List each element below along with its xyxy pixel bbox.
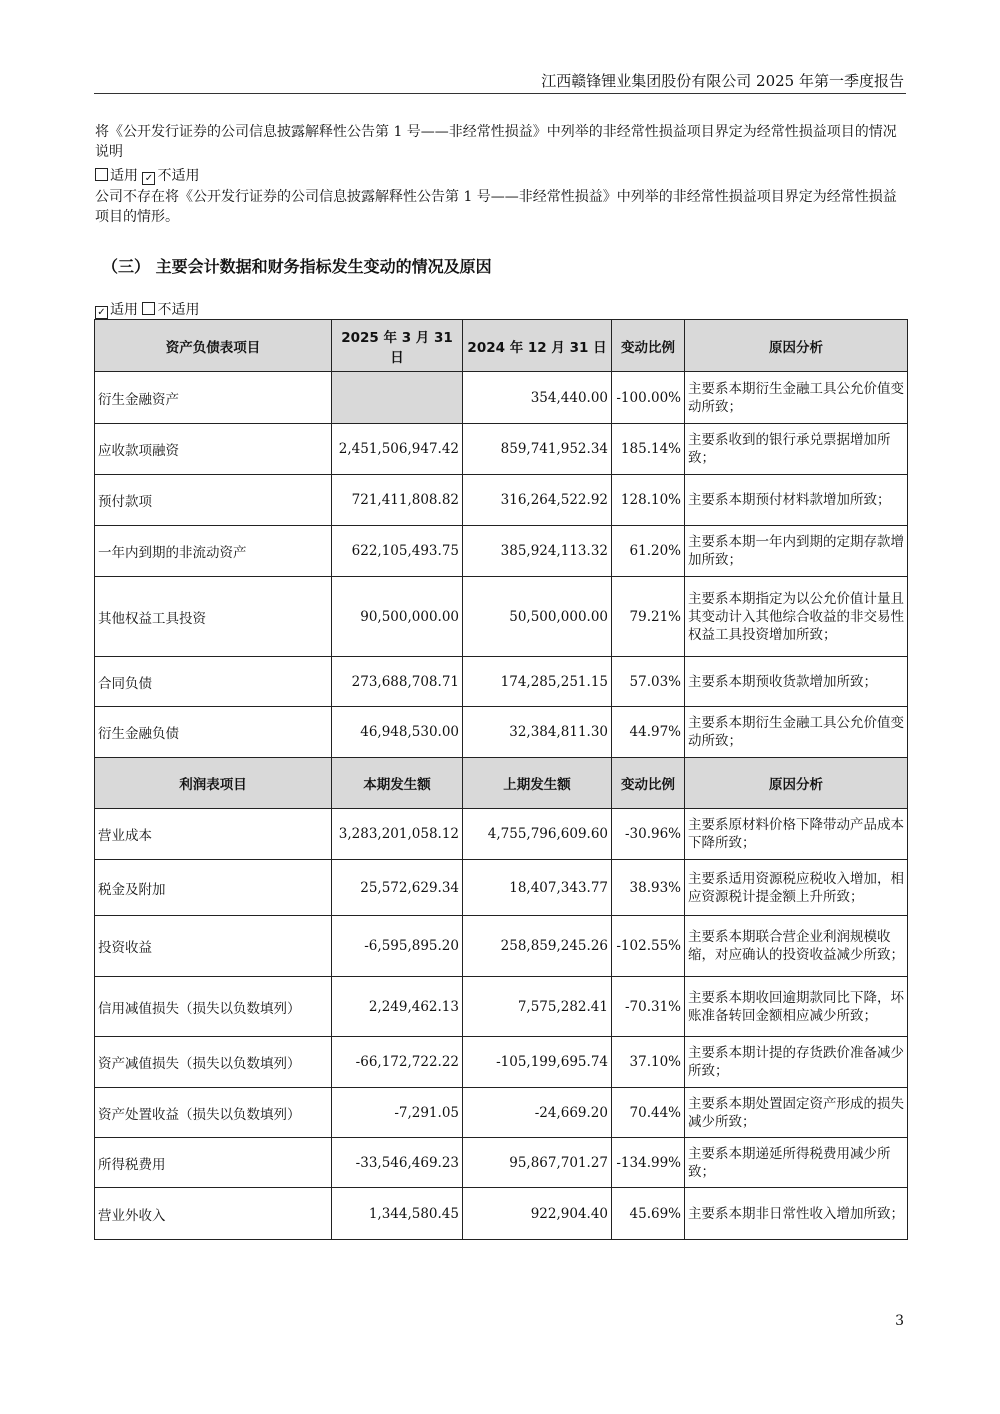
table-row <box>95 424 908 475</box>
row-change-ratio: -100.00% <box>612 372 685 424</box>
table-row <box>95 860 908 916</box>
checkbox-not-applicable-2 <box>142 302 155 315</box>
table-header-row <box>95 758 908 809</box>
row-reason: 主要系本期预收货款增加所致； <box>685 657 908 707</box>
row-previous-value: 859,741,952.34 <box>463 424 612 475</box>
row-previous-value: 7,575,282.41 <box>463 977 612 1037</box>
column-header: 资产负债表项目 <box>95 320 332 372</box>
section-heading: （三） 主要会计数据和财务指标发生变动的情况及原因 <box>102 257 492 276</box>
row-current-value: 46,948,530.00 <box>332 707 463 758</box>
row-change-ratio: 38.93% <box>612 860 685 916</box>
row-reason: 主要系本期衍生金融工具公允价值变动所致； <box>685 707 908 758</box>
row-reason: 主要系本期收回逾期款同比下降，坏账准备转回金额相应减少所致； <box>685 977 908 1037</box>
row-change-ratio: -134.99% <box>612 1138 685 1188</box>
row-change-ratio: 70.44% <box>612 1088 685 1138</box>
row-reason: 主要系本期处置固定资产形成的损失减少所致； <box>685 1088 908 1138</box>
table-row <box>95 372 908 424</box>
row-previous-value: -105,199,695.74 <box>463 1037 612 1088</box>
row-reason: 主要系本期预付材料款增加所致； <box>685 475 908 526</box>
column-header: 上期发生额 <box>463 758 612 809</box>
row-item-name: 所得税费用 <box>95 1138 332 1188</box>
row-previous-value: 32,384,811.30 <box>463 707 612 758</box>
row-change-ratio: 61.20% <box>612 526 685 577</box>
checkbox-applicable-2: ✓ <box>95 306 108 319</box>
row-change-ratio: -102.55% <box>612 916 685 977</box>
table-row <box>95 1037 908 1088</box>
intro-paragraph-2: 公司不存在将《公开发行证券的公司信息披露解释性公告第 1 号——非经常性损益》中列举的非经常性损益项目界定为经常性损益项目的情形。 <box>95 189 897 225</box>
row-reason: 主要系本期衍生金融工具公允价值变动所致； <box>685 372 908 424</box>
row-previous-value: 95,867,701.27 <box>463 1138 612 1188</box>
column-header: 2025 年 3 月 31 日 <box>332 320 463 372</box>
table-row <box>95 977 908 1037</box>
row-item-name: 应收款项融资 <box>95 424 332 475</box>
table-header-row <box>95 320 908 372</box>
column-header: 本期发生额 <box>332 758 463 809</box>
table-row <box>95 1188 908 1240</box>
row-item-name: 营业外收入 <box>95 1188 332 1240</box>
table-row <box>95 526 908 577</box>
row-current-value: -7,291.05 <box>332 1088 463 1138</box>
page-number: 3 <box>895 1313 904 1329</box>
table-row <box>95 707 908 758</box>
row-current-value: -6,595,895.20 <box>332 916 463 977</box>
row-reason: 主要系收到的银行承兑票据增加所致； <box>685 424 908 475</box>
row-change-ratio: 37.10% <box>612 1037 685 1088</box>
row-current-value: -33,546,469.23 <box>332 1138 463 1188</box>
row-change-ratio: 45.69% <box>612 1188 685 1240</box>
header-divider <box>94 93 906 94</box>
row-item-name: 其他权益工具投资 <box>95 577 332 657</box>
table-row <box>95 809 908 860</box>
applicability-choice-2 <box>95 300 199 320</box>
row-current-value: 273,688,708.71 <box>332 657 463 707</box>
row-change-ratio: 128.10% <box>612 475 685 526</box>
row-item-name: 资产减值损失（损失以负数填列） <box>95 1037 332 1088</box>
row-previous-value: 354,440.00 <box>463 372 612 424</box>
row-reason: 主要系本期指定为以公允价值计量且其变动计入其他综合收益的非交易性权益工具投资增加所致； <box>685 577 908 657</box>
row-previous-value: 50,500,000.00 <box>463 577 612 657</box>
column-header: 利润表项目 <box>95 758 332 809</box>
row-change-ratio: -70.31% <box>612 977 685 1037</box>
row-previous-value: 316,264,522.92 <box>463 475 612 526</box>
table-row <box>95 577 908 657</box>
row-current-value: -66,172,722.22 <box>332 1037 463 1088</box>
row-reason: 主要系本期计提的存货跌价准备减少所致； <box>685 1037 908 1088</box>
column-header: 变动比例 <box>612 758 685 809</box>
row-current-value: 1,344,580.45 <box>332 1188 463 1240</box>
row-reason: 主要系本期非日常性收入增加所致； <box>685 1188 908 1240</box>
row-change-ratio: 185.14% <box>612 424 685 475</box>
row-item-name: 信用减值损失（损失以负数填列） <box>95 977 332 1037</box>
financial-changes-table <box>94 319 908 1240</box>
row-current-value: 721,411,808.82 <box>332 475 463 526</box>
label-not-applicable-2: 不适用 <box>157 302 200 318</box>
row-change-ratio: 79.21% <box>612 577 685 657</box>
row-current-value: 25,572,629.34 <box>332 860 463 916</box>
row-previous-value: 4,755,796,609.60 <box>463 809 612 860</box>
checkbox-not-applicable-1: ✓ <box>142 172 155 185</box>
table-row <box>95 916 908 977</box>
row-item-name: 投资收益 <box>95 916 332 977</box>
row-item-name: 预付款项 <box>95 475 332 526</box>
row-item-name: 合同负债 <box>95 657 332 707</box>
row-reason: 主要系本期联合营企业利润规模收缩，对应确认的投资收益减少所致； <box>685 916 908 977</box>
row-reason: 主要系本期递延所得税费用减少所致； <box>685 1138 908 1188</box>
row-item-name: 税金及附加 <box>95 860 332 916</box>
row-previous-value: 18,407,343.77 <box>463 860 612 916</box>
column-header: 变动比例 <box>612 320 685 372</box>
row-change-ratio: 44.97% <box>612 707 685 758</box>
row-current-value: 622,105,493.75 <box>332 526 463 577</box>
applicability-choice-1 <box>95 166 199 186</box>
checkbox-applicable-1 <box>95 168 108 181</box>
row-current-value: 2,451,506,947.42 <box>332 424 463 475</box>
row-current-value: 3,283,201,058.12 <box>332 809 463 860</box>
row-item-name: 资产处置收益（损失以负数填列） <box>95 1088 332 1138</box>
row-current-value: 2,249,462.13 <box>332 977 463 1037</box>
label-applicable-1: 适用 <box>110 168 138 184</box>
table-row <box>95 1088 908 1138</box>
column-header: 原因分析 <box>685 758 908 809</box>
report-header-title: 江西赣锋锂业集团股份有限公司 2025 年第一季度报告 <box>541 72 904 90</box>
row-previous-value: 174,285,251.15 <box>463 657 612 707</box>
label-applicable-2: 适用 <box>110 302 138 318</box>
row-current-value: 90,500,000.00 <box>332 577 463 657</box>
intro-paragraph-1: 将《公开发行证券的公司信息披露解释性公告第 1 号——非经常性损益》中列举的非经常性损益项目界定为经常性损益项目的情况说明 <box>95 124 897 160</box>
row-item-name: 衍生金融负债 <box>95 707 332 758</box>
row-previous-value: 258,859,245.26 <box>463 916 612 977</box>
row-previous-value: 922,904.40 <box>463 1188 612 1240</box>
table-row <box>95 657 908 707</box>
row-item-name: 衍生金融资产 <box>95 372 332 424</box>
row-previous-value: -24,669.20 <box>463 1088 612 1138</box>
row-change-ratio: -30.96% <box>612 809 685 860</box>
label-not-applicable-1: 不适用 <box>157 168 200 184</box>
row-current-value <box>332 372 463 424</box>
column-header: 原因分析 <box>685 320 908 372</box>
table-row <box>95 1138 908 1188</box>
table-row <box>95 475 908 526</box>
row-reason: 主要系本期一年内到期的定期存款增加所致； <box>685 526 908 577</box>
row-previous-value: 385,924,113.32 <box>463 526 612 577</box>
row-change-ratio: 57.03% <box>612 657 685 707</box>
row-item-name: 营业成本 <box>95 809 332 860</box>
row-item-name: 一年内到期的非流动资产 <box>95 526 332 577</box>
column-header: 2024 年 12 月 31 日 <box>463 320 612 372</box>
row-reason: 主要系原材料价格下降带动产品成本下降所致； <box>685 809 908 860</box>
row-reason: 主要系适用资源税应税收入增加，相应资源税计提金额上升所致； <box>685 860 908 916</box>
